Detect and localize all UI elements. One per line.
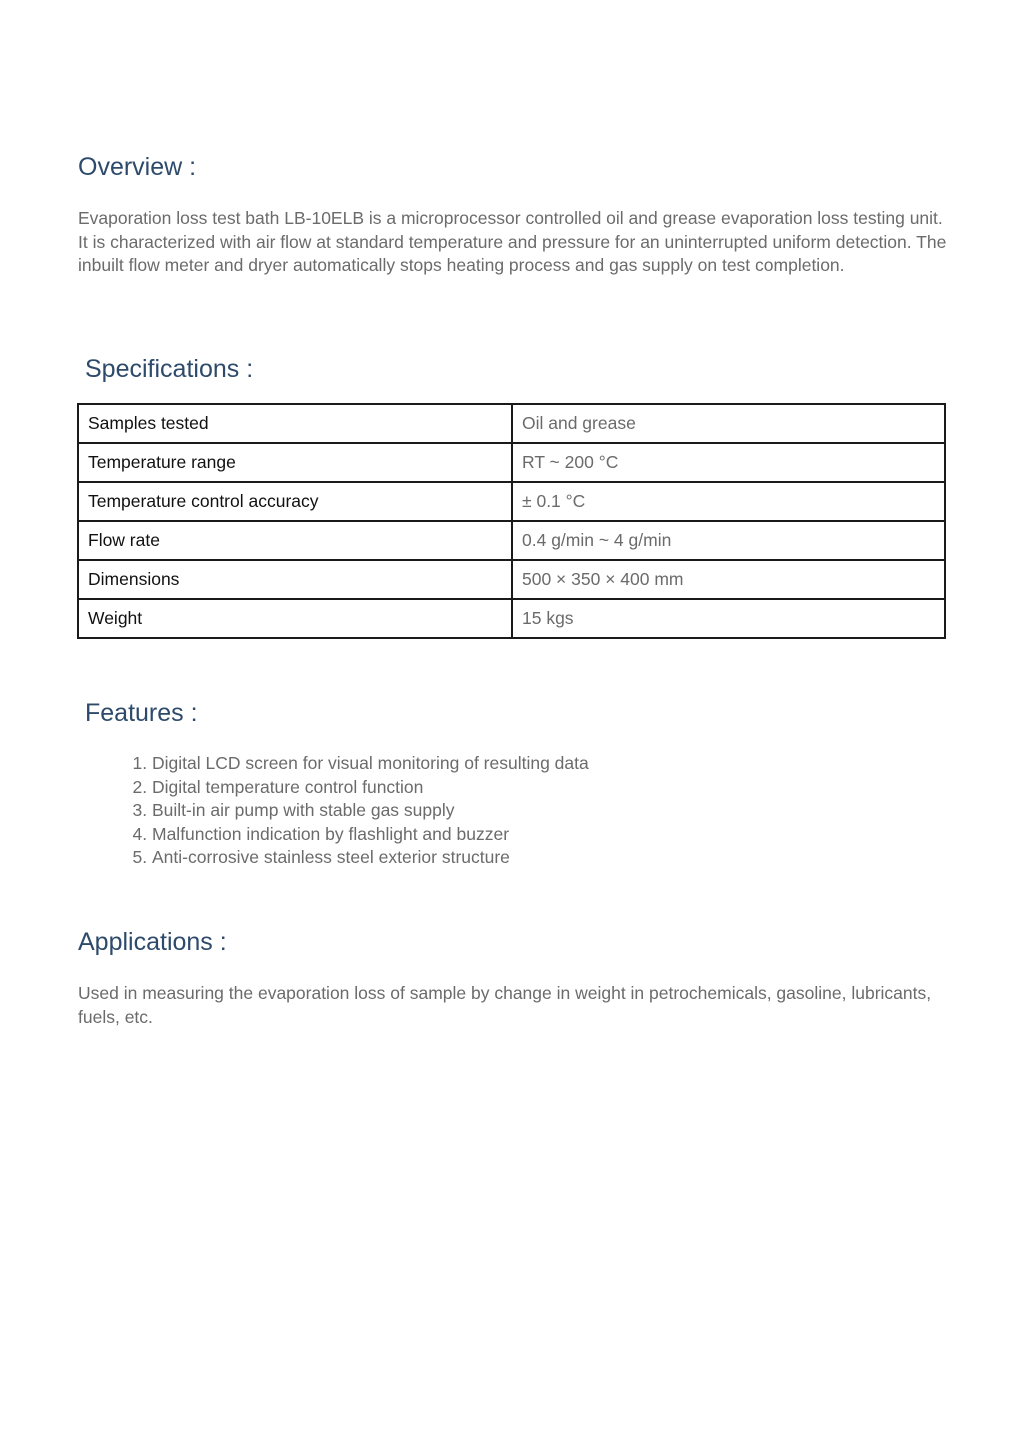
spec-value: 500 × 350 × 400 mm — [512, 560, 945, 599]
applications-heading: Applications : — [78, 928, 227, 956]
list-item: 3. Built-in air pump with stable gas supply — [152, 799, 589, 823]
spec-label: Temperature control accuracy — [78, 482, 512, 521]
list-item: 1. Digital LCD screen for visual monitoring of resulting data — [152, 752, 589, 776]
table-row — [78, 521, 945, 560]
table-row — [78, 560, 945, 599]
spec-label: Dimensions — [78, 560, 512, 599]
table-row — [78, 599, 945, 638]
spec-value: 15 kgs — [512, 599, 945, 638]
spec-value: ± 0.1 °C — [512, 482, 945, 521]
spec-label: Samples tested — [78, 404, 512, 443]
list-item: 5. Anti-corrosive stainless steel exterior structure — [152, 846, 589, 870]
applications-text: Used in measuring the evaporation loss of sample by change in weight in petrochemicals, gasoline, lubricants, fuels, etc. — [78, 983, 932, 1027]
features-heading: Features : — [85, 699, 198, 727]
specifications-heading: Specifications : — [85, 355, 254, 383]
list-item: 2. Digital temperature control function — [152, 776, 589, 800]
table-row — [78, 443, 945, 482]
spec-value: 0.4 g/min ~ 4 g/min — [512, 521, 945, 560]
overview-text: Evaporation loss test bath LB-10ELB is a microprocessor controlled oil and grease evaporation loss testing unit. It is characterized with air flow at standard temperature and pressure for an uninterrupted uniform detection. The inbuilt flow meter and dryer automatically stops heating process and gas supply on test completion. — [78, 208, 947, 276]
features-list — [124, 752, 589, 870]
spec-value: Oil and grease — [512, 404, 945, 443]
table-row — [78, 482, 945, 521]
specifications-table — [77, 403, 946, 639]
overview-heading: Overview : — [78, 153, 197, 181]
spec-value: RT ~ 200 °C — [512, 443, 945, 482]
spec-label: Weight — [78, 599, 512, 638]
list-item: 4. Malfunction indication by flashlight and buzzer — [152, 823, 589, 847]
spec-label: Flow rate — [78, 521, 512, 560]
spec-label: Temperature range — [78, 443, 512, 482]
table-row — [78, 404, 945, 443]
